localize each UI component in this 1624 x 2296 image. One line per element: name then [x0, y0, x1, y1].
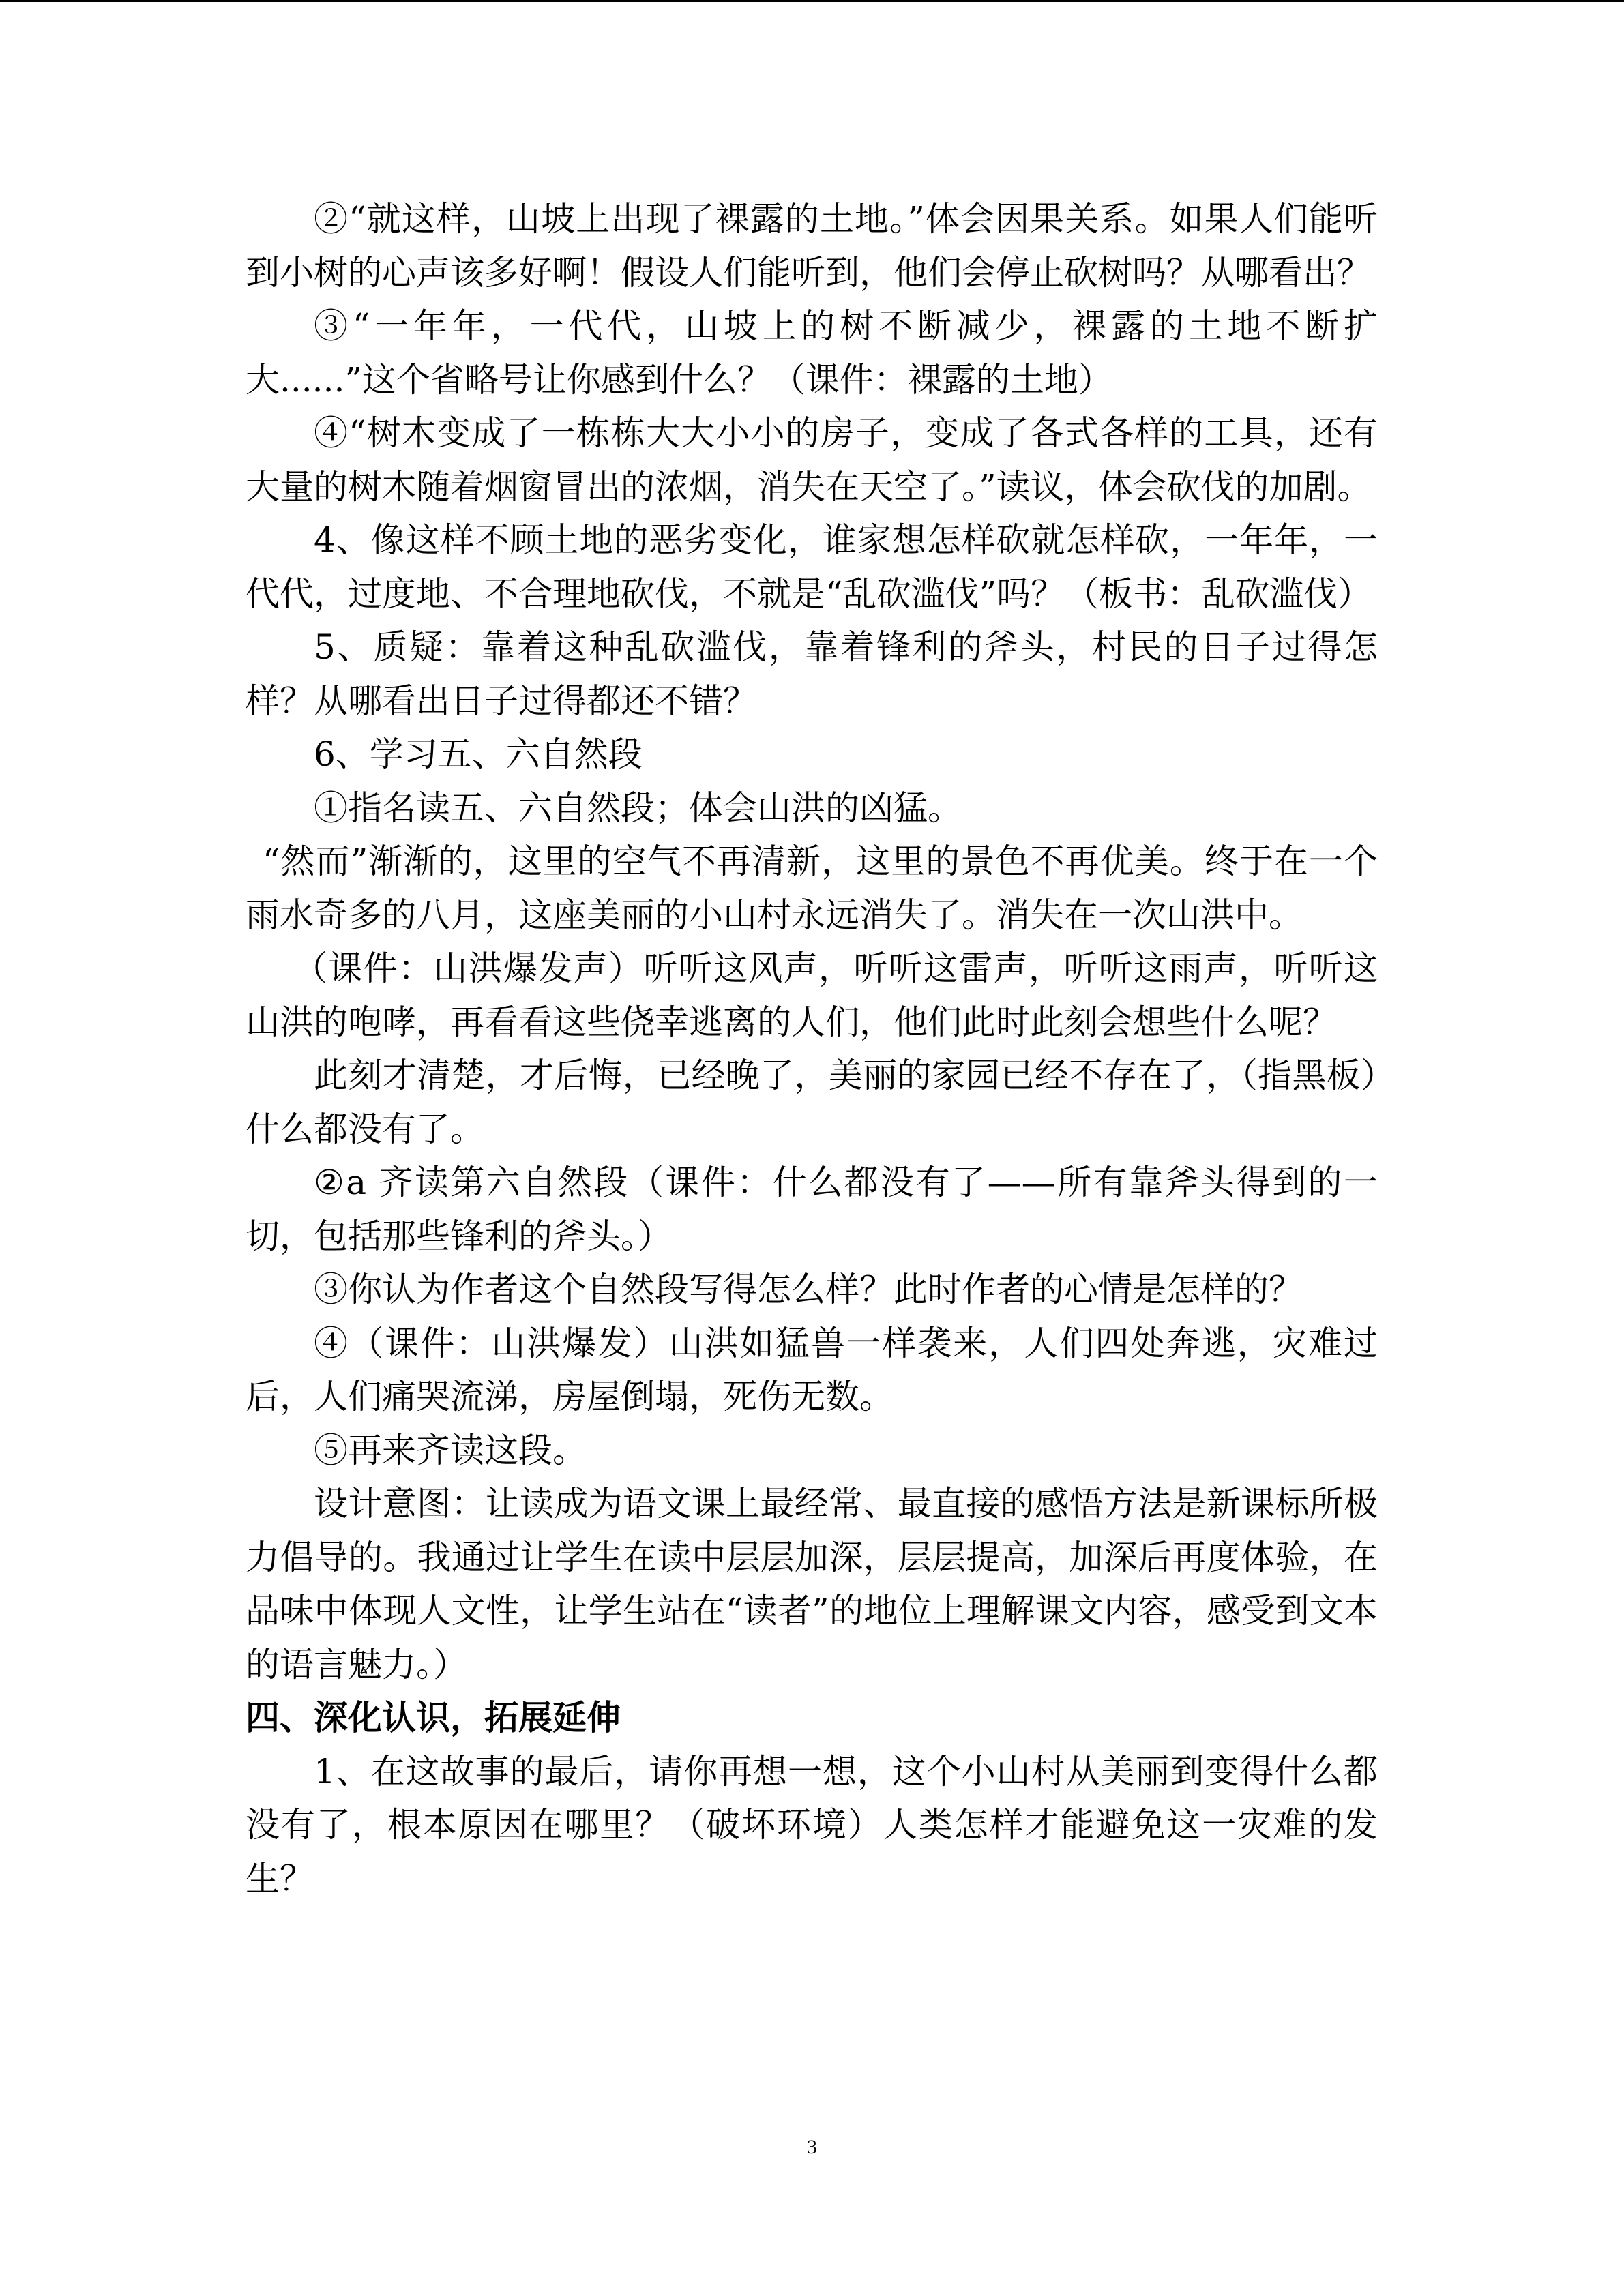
paragraph: ④“树木变成了一栋栋大大小小的房子，变成了各式各样的工具，还有大量的树木随着烟窗冒出的浓烟，消失在天空了。”读议，体会砍伐的加剧。 [246, 413, 1378, 507]
paragraph: ③你认为作者这个自然段写得怎么样？此时作者的心情是怎样的？ [314, 1270, 1303, 1309]
paragraph: ③“一年年，一代代，山坡上的树不断减少，裸露的土地不断扩大......”这个省略号让你感到什么？（课件：裸露的土地） [246, 306, 1378, 400]
paragraph: 1、在这故事的最后，请你再想一想，这个小山村从美丽到变得什么都没有了，根本原因在哪里？（破坏环境）人类怎样才能避免这一灾难的发生？ [246, 1751, 1378, 1898]
paragraph: 4、像这样不顾土地的恶劣变化，谁家想怎样砍就怎样砍，一年年，一代代，过度地、不合理地砍伐，不就是“乱砍滥伐”吗？（板书：乱砍滥伐） [246, 520, 1378, 614]
page-number: 3 [807, 2136, 817, 2158]
paragraph: ④（课件：山洪爆发）山洪如猛兽一样袭来，人们四处奔逃，灾难过后，人们痛哭流涕，房屋倒塌，死伤无数。 [246, 1323, 1378, 1416]
page-top-border [0, 0, 1624, 2]
paragraph: ⑤再来齐读这段。 [314, 1430, 587, 1470]
paragraph: ②“就这样，山坡上出现了裸露的土地。”体会因果关系。如果人们能听到小树的心声该多好啊！假设人们能听到，他们会停止砍树吗？从哪看出？ [246, 199, 1378, 293]
paragraph: 5、质疑：靠着这种乱砍滥伐，靠着锋利的斧头，村民的日子过得怎样？从哪看出日子过得都还不错？ [246, 627, 1378, 721]
section-heading: 四、深化认识，拓展延伸 [246, 1698, 621, 1738]
document-body [246, 192, 1378, 1905]
paragraph: “然而”渐渐的，这里的空气不再清新，这里的景色不再优美。终于在一个雨水奇多的八月，这座美丽的小山村永远消失了。消失在一次山洪中。 [246, 841, 1378, 935]
paragraph: （课件：山洪爆发声）听听这风声，听听这雷声，听听这雨声，听听这山洪的咆哮，再看看这些侥幸逃离的人们，他们此时此刻会想些什么呢？ [246, 949, 1378, 1042]
paragraph: ①指名读五、六自然段；体会山洪的凶猛。 [314, 788, 962, 828]
paragraph: 此刻才清楚，才后悔，已经晚了，美丽的家园已经不存在了，（指黑板）什么都没有了。 [246, 1056, 1378, 1149]
paragraph: 设计意图：让读成为语文课上最经常、最直接的感悟方法是新课标所极力倡导的。我通过让学生在读中层层加深，层层提高，加深后再度体验，在品味中体现人文性，让学生站在“读者”的地位上理解课文内容，感受到文本的语言魅力。） [246, 1484, 1378, 1684]
paragraph: 6、学习五、六自然段 [314, 734, 643, 774]
paragraph: ②a 齐读第六自然段（课件：什么都没有了——所有靠斧头得到的一切，包括那些锋利的斧头。） [246, 1163, 1378, 1256]
